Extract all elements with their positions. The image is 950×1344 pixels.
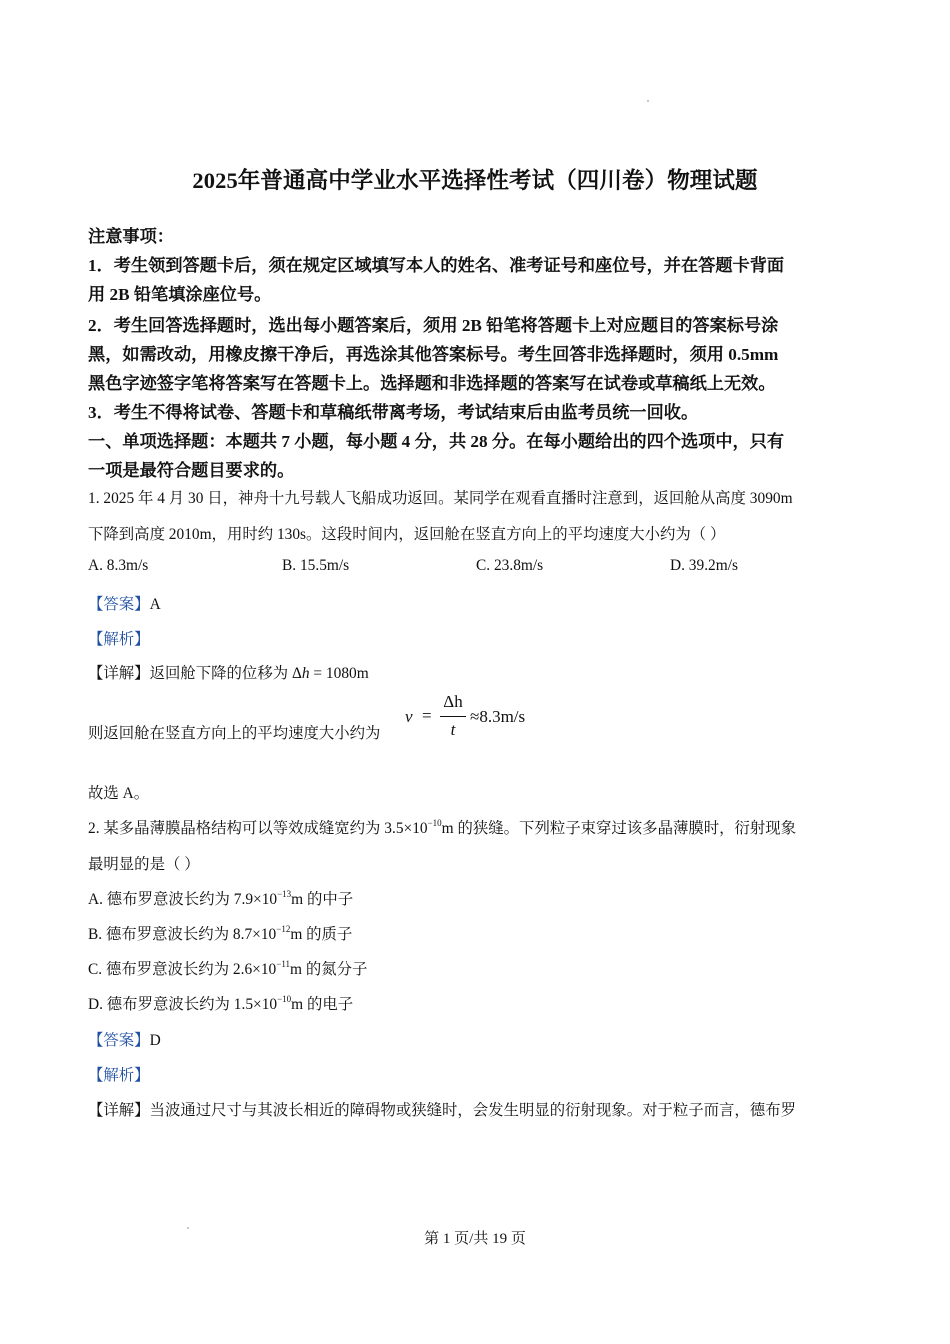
q2-option-a-particle: m 的中子 — [291, 891, 354, 908]
q2-option-b-exponent: −12 — [276, 924, 291, 934]
q1-answer — [88, 592, 161, 614]
fraction-bar — [440, 716, 466, 717]
page-footer: 第 1 页/共 19 页 — [424, 1231, 526, 1247]
q2-detail-tag: 【详解】 — [88, 1102, 150, 1119]
q2-option-b-particle: m 的质子 — [290, 926, 353, 943]
q2-stem-text-a: 2. 某多晶薄膜晶格结构可以等效成缝宽约为 3.5×10 — [88, 820, 428, 837]
q1-answer-value: A — [149, 596, 161, 613]
q1-detail — [88, 661, 369, 683]
notice-heading: 注意事项： — [88, 227, 174, 246]
q2-option-a-exponent: −13 — [277, 889, 292, 899]
notice-item-3: 3．考生不得将试卷、答题卡和草稿纸带离考场，考试结束后由监考员统一回收。 — [88, 403, 699, 422]
q1-conclusion: 故选 A。 — [88, 785, 150, 802]
formula-numerator: Δh — [443, 692, 463, 711]
q1-detail-var: h — [301, 665, 310, 682]
q1-option-c: C. 23.8m/s — [476, 557, 544, 574]
q2-stem-line-1 — [88, 816, 796, 838]
q1-detail-tag: 【详解】 — [88, 665, 150, 682]
section-heading-line-1: 一、单项选择题：本题共 7 小题，每小题 4 分，共 28 分。在每小题给出的四个选项中，只有 — [88, 432, 785, 451]
q1-option-a: A. 8.3m/s — [88, 557, 149, 574]
q2-option-d — [88, 992, 353, 1014]
page-title: 2025年普通高中学业水平选择性考试（四川卷）物理试题 — [192, 168, 758, 193]
q2-answer — [88, 1028, 161, 1050]
q2-option-b-text: B. 德布罗意波长约为 8.7×10 — [88, 926, 277, 943]
formula-lhs: v — [405, 707, 413, 726]
q1-detail-text: 返回舱下降的位移为 Δ — [149, 665, 302, 682]
q1-analysis-tag: 【解析】 — [88, 631, 150, 648]
q2-option-c-particle: m 的氮分子 — [290, 961, 368, 978]
q1-option-d: D. 39.2m/s — [670, 557, 738, 574]
q2-option-c — [88, 957, 367, 979]
formula-result: ≈8.3m/s — [470, 707, 526, 726]
notice-item-2-line-3: 黑色字迹签字笔将答案写在答题卡上。选择题和非选择题的答案写在试卷或草稿纸上无效。 — [88, 374, 776, 393]
q2-option-d-exponent: −10 — [277, 994, 292, 1004]
notice-item-1-line-2: 用 2B 铅笔填涂座位号。 — [88, 285, 272, 304]
q2-stem-exponent: −10 — [427, 818, 442, 828]
q2-option-a — [88, 887, 353, 909]
q2-detail — [88, 1098, 796, 1120]
q1-answer-tag: 【答案】 — [88, 596, 150, 613]
q2-answer-value: D — [149, 1032, 161, 1049]
section-heading-line-2: 一项是最符合题目要求的。 — [88, 461, 295, 480]
q1-option-b: B. 15.5m/s — [282, 557, 350, 574]
q2-option-d-particle: m 的电子 — [291, 996, 354, 1013]
q2-stem-text-b: m 的狭缝。下列粒子束穿过该多晶薄膜时，衍射现象 — [441, 820, 797, 837]
q1-detail-value: = 1080m — [309, 665, 369, 682]
q2-option-b — [88, 922, 352, 944]
q2-analysis-tag: 【解析】 — [88, 1067, 150, 1084]
q1-velocity-line: 则返回舱在竖直方向上的平均速度大小约为 — [88, 725, 381, 742]
q2-detail-text: 当波通过尺寸与其波长相近的障碍物或狭缝时，会发生明显的衍射现象。对于粒子而言，德布罗 — [149, 1102, 796, 1119]
q1-stem-line-1: 1. 2025 年 4 月 30 日，神舟十九号载人飞船成功返回。某同学在观看直播时注意到，返回舱从高度 3090m — [88, 490, 793, 507]
q2-answer-tag: 【答案】 — [88, 1032, 150, 1049]
formula-equals: = — [422, 706, 432, 725]
q2-option-c-text: C. 德布罗意波长约为 2.6×10 — [88, 961, 277, 978]
q1-stem-line-2: 下降到高度 2010m，用时约 130s。这段时间内，返回舱在竖直方向上的平均速度大小约为（ ） — [88, 526, 726, 543]
notice-item-2-line-2: 黑，如需改动，用橡皮擦干净后，再选涂其他答案标号。考生回答非选择题时，须用 0.5mm — [88, 345, 779, 364]
notice-item-2-line-1: 2．考生回答选择题时，选出每小题答案后，须用 2B 铅笔将答题卡上对应题目的答案标号涂 — [88, 316, 779, 335]
formula-denominator: t — [450, 720, 456, 739]
scan-dot — [647, 100, 649, 102]
q1-velocity-formula — [405, 692, 545, 748]
q2-option-c-exponent: −11 — [276, 959, 290, 969]
notice-item-1-line-1: 1．考生领到答题卡后，须在规定区域填写本人的姓名、准考证号和座位号，并在答题卡背面 — [88, 256, 785, 275]
q2-option-a-text: A. 德布罗意波长约为 7.9×10 — [88, 891, 278, 908]
q2-option-d-text: D. 德布罗意波长约为 1.5×10 — [88, 996, 278, 1013]
q2-stem-line-2: 最明显的是（ ） — [88, 856, 200, 873]
